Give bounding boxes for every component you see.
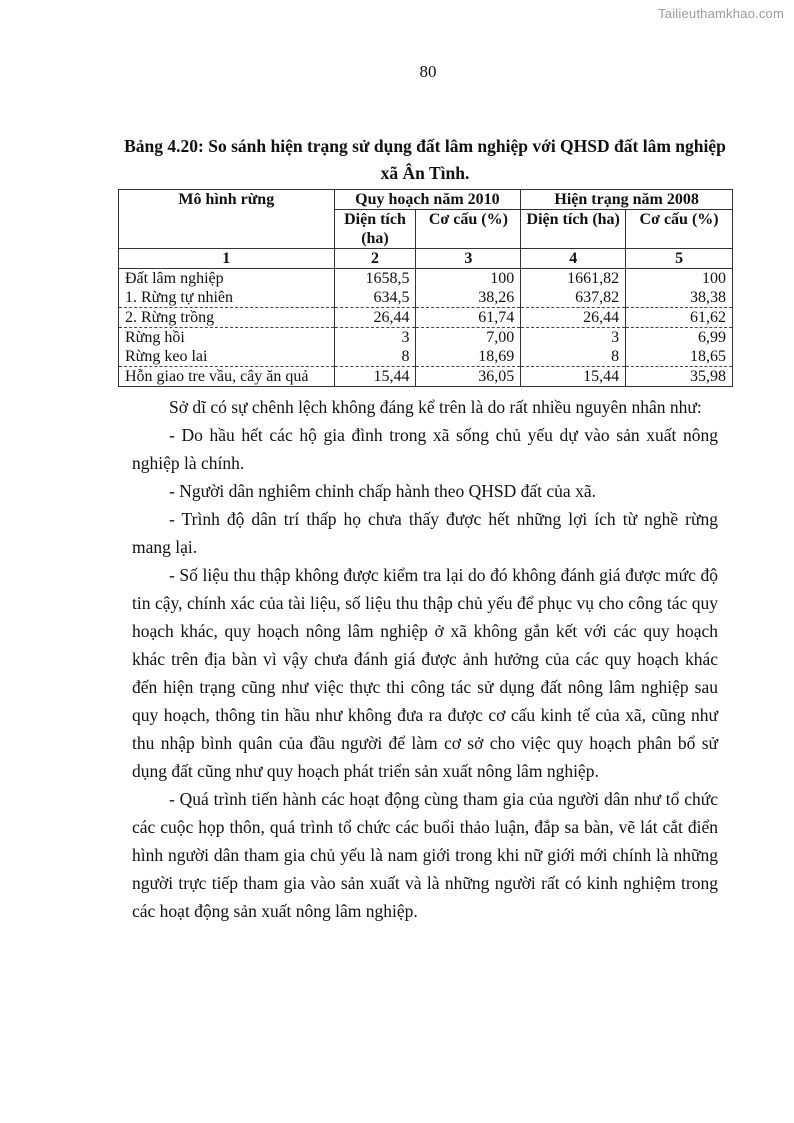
- current-area: 26,44: [521, 308, 626, 328]
- plan-structure: 61,74: [416, 308, 521, 328]
- header-plan-2010: Quy hoạch năm 2010: [334, 190, 521, 210]
- current-area: 3: [521, 328, 626, 348]
- row-name: 2. Rừng trồng: [119, 308, 335, 328]
- current-area: 8: [521, 347, 626, 367]
- plan-area: 634,5: [334, 288, 416, 308]
- current-area: 1661,82: [521, 269, 626, 289]
- page-number: 80: [419, 62, 437, 81]
- paragraph: - Người dân nghiêm chỉnh chấp hành theo QHSD đất của xã.: [169, 481, 596, 501]
- current-area: 637,82: [521, 288, 626, 308]
- plan-structure: 36,05: [416, 367, 521, 387]
- paragraph: - Do hầu hết các hộ gia đình trong xã sống chủ yếu dự vào sản xuất nông nghiệp là chính.: [132, 425, 718, 473]
- col-index: 2: [334, 249, 416, 269]
- plan-structure: 38,26: [416, 288, 521, 308]
- table-row: [119, 288, 733, 308]
- table-row: [119, 367, 733, 387]
- current-structure: 18,65: [626, 347, 733, 367]
- col-index: 1: [119, 249, 335, 269]
- header-current-area: Diện tích (ha): [521, 210, 626, 249]
- header-plan-area: Diện tích (ha): [334, 210, 416, 249]
- plan-structure: 18,69: [416, 347, 521, 367]
- plan-structure: 100: [416, 269, 521, 289]
- header-current-2008: Hiện trạng năm 2008: [521, 190, 733, 210]
- plan-area: 8: [334, 347, 416, 367]
- col-index: 3: [416, 249, 521, 269]
- col-index: 5: [626, 249, 733, 269]
- body-text: [132, 393, 718, 925]
- table-row: [119, 308, 733, 328]
- row-name: 1. Rừng tự nhiên: [119, 288, 335, 308]
- header-current-structure: Cơ cấu (%): [626, 210, 733, 249]
- header-model: Mô hình rừng: [119, 190, 335, 249]
- current-structure: 35,98: [626, 367, 733, 387]
- table-row: [119, 347, 733, 367]
- land-use-table: [118, 189, 733, 387]
- current-structure: 61,62: [626, 308, 733, 328]
- paragraph: - Số liệu thu thập không được kiểm tra lại do đó không đánh giá được mức độ tin cậy, chính xác của tài liệu, số liệu thu thập chủ yếu để phục vụ cho công tác quy hoạch khác, quy hoạch nông lâm nghiệp ở xã không gắn kết với các quy hoạch khác trên địa bàn vì vậy chưa đánh giá được ảnh hưởng của các quy hoạch khác đến hiện trạng cũng như việc thực thi công tác sử dụng đất nông lâm nghiệp sau quy hoạch, thông tin hầu như không đưa ra được cơ cấu kinh tế của xã, cũng như thu nhập bình quân của đầu người để làm cơ sở cho việc quy hoạch phân bổ sử dụng đất cũng như quy hoạch phát triển sản xuất nông lâm nghiệp.: [132, 565, 718, 781]
- plan-area: 15,44: [334, 367, 416, 387]
- row-name: Rừng hồi: [119, 328, 335, 348]
- header-plan-structure: Cơ cấu (%): [416, 210, 521, 249]
- table-title: Bảng 4.20: So sánh hiện trạng sử dụng đất lâm nghiệp với QHSD đất lâm nghiệp xã Ân Tình.: [124, 136, 726, 183]
- table-row: [119, 328, 733, 348]
- current-area: 15,44: [521, 367, 626, 387]
- plan-structure: 7,00: [416, 328, 521, 348]
- paragraph: Sở dĩ có sự chênh lệch không đáng kể trên là do rất nhiều nguyên nhân như:: [169, 397, 702, 417]
- current-structure: 100: [626, 269, 733, 289]
- paragraph: - Trình độ dân trí thấp họ chưa thấy được hết những lợi ích từ nghề rừng mang lại.: [132, 509, 718, 557]
- row-name: Đất lâm nghiệp: [119, 269, 335, 289]
- table-row: [119, 269, 733, 289]
- row-name: Hỗn giao tre vầu, cây ăn quả: [119, 367, 335, 387]
- paragraph: - Quá trình tiến hành các hoạt động cùng tham gia của người dân như tổ chức các cuộc họp thôn, quá trình tổ chức các buổi thảo luận, đắp sa bàn, vẽ lát cắt điển hình người dân tham gia chủ yếu là nam giới trong khi nữ giới mới chính là những người trực tiếp tham gia vào sản xuất và là những người rất có kinh nghiệm trong các hoạt động sản xuất nông lâm nghiệp.: [132, 789, 718, 921]
- plan-area: 3: [334, 328, 416, 348]
- row-name: Rừng keo lai: [119, 347, 335, 367]
- plan-area: 1658,5: [334, 269, 416, 289]
- watermark: Tailieuthamkhao.com: [658, 6, 784, 21]
- col-index: 4: [521, 249, 626, 269]
- plan-area: 26,44: [334, 308, 416, 328]
- current-structure: 6,99: [626, 328, 733, 348]
- current-structure: 38,38: [626, 288, 733, 308]
